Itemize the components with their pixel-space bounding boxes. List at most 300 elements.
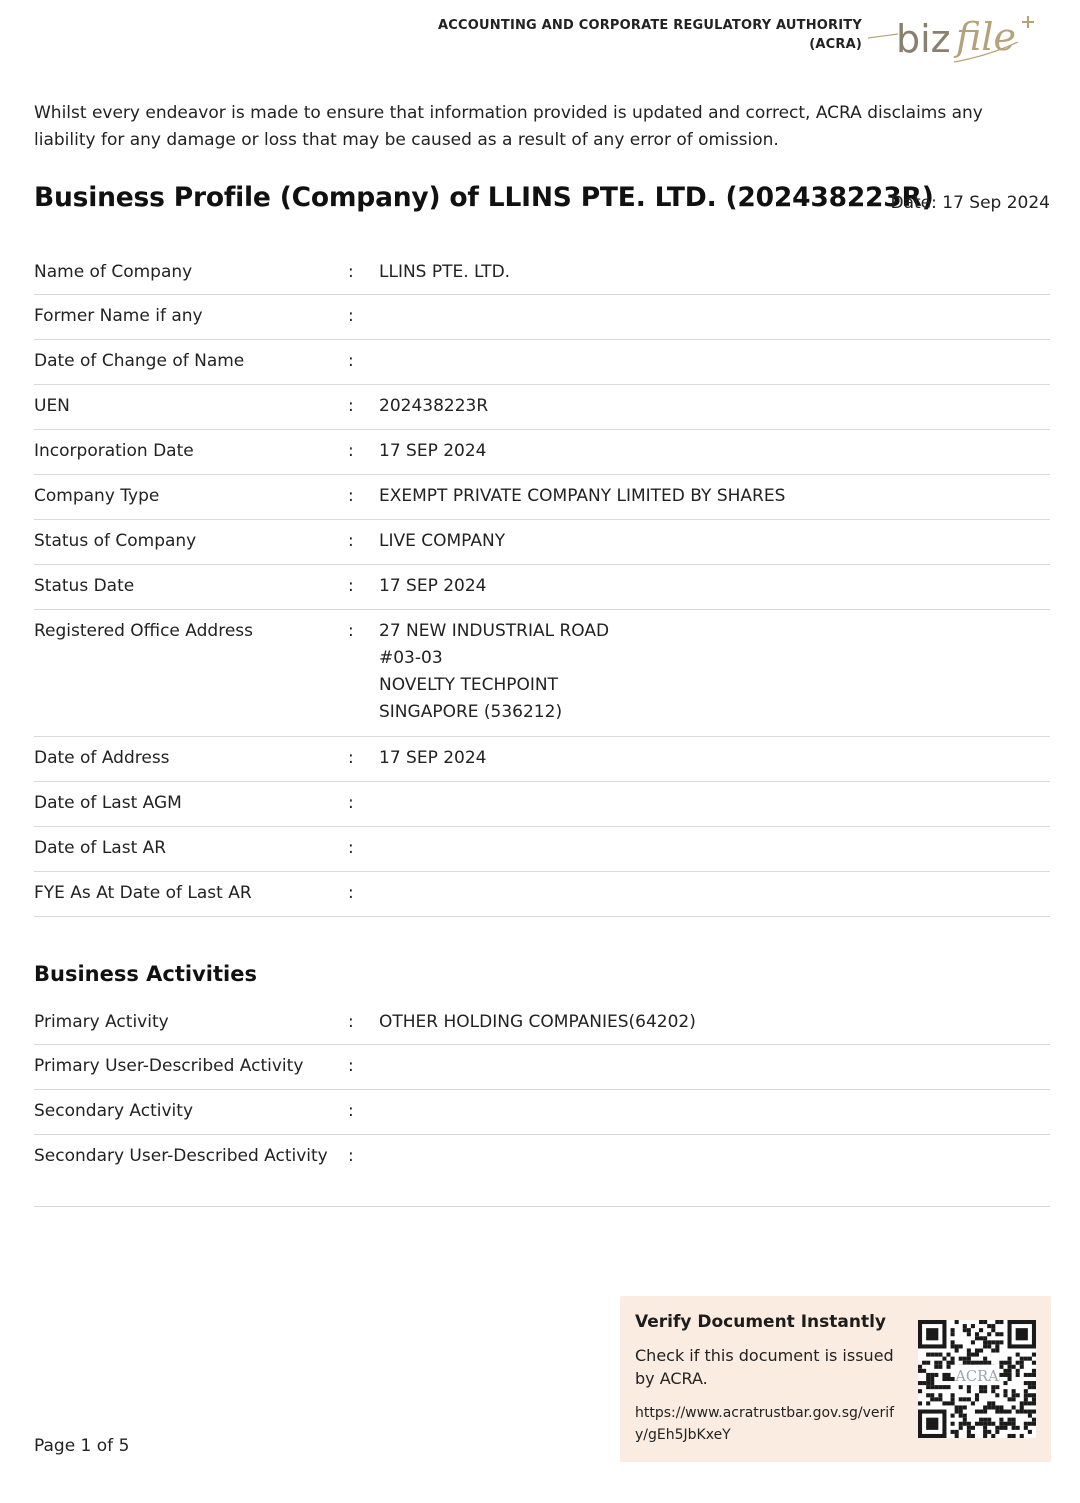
qr-module	[999, 1373, 1003, 1377]
qr-module	[955, 1344, 959, 1348]
activity-colon: :	[348, 1146, 354, 1166]
qr-module	[1003, 1369, 1007, 1373]
profile-colon: :	[348, 576, 354, 596]
qr-module	[951, 1328, 955, 1332]
profile-colon: :	[348, 486, 354, 506]
activity-row	[34, 1001, 1050, 1045]
qr-module	[926, 1401, 930, 1405]
qr-module	[983, 1336, 987, 1340]
activity-row	[34, 1135, 1050, 1207]
qr-module	[1008, 1422, 1012, 1426]
profile-value-line: EXEMPT PRIVATE COMPANY LIMITED BY SHARES	[379, 486, 786, 506]
profile-label: UEN	[34, 396, 70, 416]
qr-module	[995, 1430, 999, 1434]
qr-module	[946, 1377, 950, 1381]
qr-module	[995, 1426, 999, 1430]
qr-module	[951, 1332, 955, 1336]
qr-module	[995, 1385, 999, 1389]
activity-row	[34, 1045, 1050, 1090]
qr-module	[999, 1426, 1003, 1430]
svg-text:biz: biz	[896, 17, 951, 61]
qr-module	[930, 1381, 934, 1385]
qr-module	[1008, 1397, 1012, 1401]
qr-module	[959, 1414, 963, 1418]
qr-module	[1016, 1369, 1020, 1373]
qr-module	[963, 1361, 967, 1365]
qr-module	[967, 1353, 971, 1357]
qr-module	[971, 1426, 975, 1430]
profile-value	[379, 573, 1039, 600]
qr-module	[971, 1324, 975, 1328]
qr-module	[979, 1336, 983, 1340]
qr-module	[1003, 1373, 1007, 1377]
qr-module	[926, 1393, 930, 1397]
qr-module	[1020, 1401, 1024, 1405]
qr-module	[926, 1373, 930, 1377]
qr-module	[1024, 1357, 1028, 1361]
verify-title: Verify Document Instantly	[635, 1312, 887, 1332]
qr-module	[938, 1361, 942, 1365]
qr-module	[967, 1361, 971, 1365]
qr-module	[934, 1397, 938, 1401]
document-header	[0, 12, 1080, 72]
profile-row	[34, 340, 1050, 385]
qr-module	[991, 1385, 995, 1389]
activity-colon: :	[348, 1056, 354, 1076]
qr-module	[951, 1422, 955, 1426]
qr-module	[975, 1410, 979, 1414]
activity-label: Secondary User-Described Activity	[34, 1146, 328, 1166]
qr-module	[930, 1397, 934, 1401]
qr-module	[1012, 1397, 1016, 1401]
qr-module	[1032, 1410, 1036, 1414]
qr-module	[946, 1373, 950, 1377]
qr-module	[967, 1328, 971, 1332]
profile-table	[34, 251, 1050, 917]
profile-row	[34, 430, 1050, 475]
qr-module	[963, 1397, 967, 1401]
qr-module	[951, 1377, 955, 1381]
qr-module	[1008, 1377, 1012, 1381]
qr-module	[999, 1405, 1003, 1409]
qr-module	[979, 1422, 983, 1426]
qr-module	[1020, 1365, 1024, 1369]
qr-module	[951, 1393, 955, 1397]
qr-module	[987, 1340, 991, 1344]
profile-row	[34, 385, 1050, 430]
profile-colon: :	[348, 262, 354, 282]
qr-module	[1024, 1410, 1028, 1414]
profile-value	[379, 745, 1039, 772]
profile-label: Company Type	[34, 486, 160, 506]
bizfile-logo	[868, 12, 1046, 68]
qr-module	[922, 1381, 926, 1385]
qr-module	[1020, 1405, 1024, 1409]
qr-module	[1028, 1393, 1032, 1397]
qr-module	[995, 1393, 999, 1397]
qr-module	[983, 1340, 987, 1344]
qr-module	[1003, 1426, 1007, 1430]
qr-module	[1016, 1426, 1020, 1430]
profile-label: Date of Last AR	[34, 838, 167, 858]
profile-colon: :	[348, 441, 354, 461]
qr-module	[918, 1365, 922, 1369]
qr-module	[987, 1344, 991, 1348]
qr-module	[1020, 1357, 1024, 1361]
qr-module	[1012, 1422, 1016, 1426]
qr-module	[975, 1336, 979, 1340]
qr-module	[942, 1377, 946, 1381]
qr-module	[926, 1377, 930, 1381]
qr-module	[930, 1393, 934, 1397]
qr-module	[951, 1414, 955, 1418]
disclaimer-text: Whilst every endeavor is made to ensure that information provided is updated and correct, ACRA disclaims any liability for any damage or loss that may be caused as a result of any error of omission.	[34, 103, 983, 150]
qr-module	[938, 1365, 942, 1369]
qr-module	[1020, 1361, 1024, 1365]
qr-module	[999, 1340, 1003, 1344]
qr-module	[1024, 1401, 1028, 1405]
qr-module	[1032, 1401, 1036, 1405]
qr-module	[1024, 1397, 1028, 1401]
profile-colon: :	[348, 793, 354, 813]
profile-colon: :	[348, 351, 354, 371]
qr-module	[1012, 1418, 1016, 1422]
qr-module	[1003, 1393, 1007, 1397]
qr-module	[1008, 1361, 1012, 1365]
qr-module	[983, 1410, 987, 1414]
qr-module	[926, 1353, 930, 1357]
profile-label: Date of Address	[34, 748, 170, 768]
qr-module	[995, 1348, 999, 1352]
profile-value-line: LIVE COMPANY	[379, 531, 506, 551]
profile-colon: :	[348, 748, 354, 768]
qr-module	[951, 1361, 955, 1365]
qr-module	[955, 1430, 959, 1434]
qr-module	[1028, 1422, 1032, 1426]
qr-module	[946, 1365, 950, 1369]
qr-module	[1032, 1381, 1036, 1385]
profile-colon: :	[348, 838, 354, 858]
qr-module	[967, 1389, 971, 1393]
qr-module	[1016, 1373, 1020, 1377]
qr-module	[959, 1410, 963, 1414]
qr-module	[983, 1418, 987, 1422]
qr-module	[979, 1328, 983, 1332]
activity-value-line: OTHER HOLDING COMPANIES(64202)	[379, 1012, 696, 1032]
qr-module	[930, 1353, 934, 1357]
qr-module	[991, 1401, 995, 1405]
profile-row	[34, 475, 1050, 520]
qr-module	[987, 1430, 991, 1434]
profile-value	[379, 259, 1039, 286]
qr-code[interactable]	[918, 1320, 1036, 1438]
qr-module	[918, 1401, 922, 1405]
qr-module	[959, 1422, 963, 1426]
qr-module	[975, 1361, 979, 1365]
qr-module	[1024, 1381, 1028, 1385]
qr-module	[926, 1418, 938, 1430]
qr-module	[1016, 1353, 1020, 1357]
qr-module	[1020, 1434, 1024, 1438]
authority-line-2: (ACRA)	[809, 37, 862, 52]
qr-module	[918, 1389, 922, 1393]
authority-name	[438, 16, 862, 54]
qr-module	[1032, 1369, 1036, 1373]
qr-module	[979, 1348, 983, 1352]
qr-module	[1024, 1393, 1028, 1397]
qr-module	[963, 1405, 967, 1409]
activity-label: Primary User-Described Activity	[34, 1056, 304, 1076]
qr-module	[987, 1332, 991, 1336]
verify-box	[620, 1296, 1051, 1462]
qr-module	[987, 1361, 991, 1365]
qr-module	[955, 1405, 959, 1409]
profile-value-line: 17 SEP 2024	[379, 441, 487, 461]
qr-module	[1032, 1397, 1036, 1401]
profile-value	[379, 393, 1039, 420]
page-title: Business Profile (Company) of LLINS PTE. LTD. (202438223R)	[34, 182, 934, 213]
profile-value	[379, 618, 1039, 726]
qr-module	[942, 1373, 946, 1377]
qr-module	[991, 1422, 995, 1426]
profile-colon: :	[348, 883, 354, 903]
qr-module	[995, 1332, 999, 1336]
qr-module	[983, 1361, 987, 1365]
activity-label: Secondary Activity	[34, 1101, 194, 1121]
profile-value	[379, 483, 1039, 510]
qr-module	[983, 1434, 987, 1438]
qr-module	[926, 1381, 930, 1385]
profile-label: Former Name if any	[34, 306, 203, 326]
profile-label: Date of Change of Name	[34, 351, 245, 371]
qr-module	[955, 1320, 959, 1324]
qr-acra-badge: ACRA	[955, 1368, 999, 1386]
qr-module	[938, 1385, 942, 1389]
profile-row	[34, 737, 1050, 782]
activity-colon: :	[348, 1101, 354, 1121]
qr-module	[938, 1393, 942, 1397]
qr-module	[1032, 1373, 1036, 1377]
qr-module	[1008, 1373, 1012, 1377]
qr-module	[971, 1361, 975, 1365]
profile-label: Date of Last AGM	[34, 793, 182, 813]
qr-module	[938, 1397, 942, 1401]
profile-value-line: 202438223R	[379, 396, 489, 416]
qr-module	[999, 1365, 1003, 1369]
qr-module	[999, 1410, 1003, 1414]
profile-colon: :	[348, 306, 354, 326]
qr-module	[1016, 1410, 1020, 1414]
qr-module	[1032, 1353, 1036, 1357]
qr-module	[1012, 1426, 1016, 1430]
qr-module	[1024, 1422, 1028, 1426]
activities-table	[34, 1001, 1050, 1207]
qr-module	[951, 1397, 955, 1401]
qr-module	[971, 1340, 975, 1344]
qr-module	[999, 1361, 1003, 1365]
qr-module	[983, 1422, 987, 1426]
qr-module	[967, 1332, 971, 1336]
qr-module	[942, 1357, 946, 1361]
qr-module	[934, 1361, 938, 1365]
qr-module	[999, 1418, 1003, 1422]
qr-module	[1012, 1393, 1016, 1397]
qr-module	[975, 1332, 979, 1336]
activity-label: Primary Activity	[34, 1012, 169, 1032]
qr-module	[995, 1405, 999, 1409]
qr-module	[955, 1348, 959, 1352]
qr-module	[983, 1405, 987, 1409]
qr-module	[918, 1381, 922, 1385]
qr-module	[987, 1401, 991, 1405]
qr-module	[987, 1418, 991, 1422]
profile-colon: :	[348, 531, 354, 551]
profile-value-line: 27 NEW INDUSTRIAL ROAD	[379, 621, 610, 641]
profile-row	[34, 565, 1050, 610]
qr-module	[1028, 1381, 1032, 1385]
qr-module	[987, 1405, 991, 1409]
qr-module	[942, 1401, 946, 1405]
qr-module	[951, 1357, 955, 1361]
qr-module	[926, 1385, 930, 1389]
qr-module	[967, 1430, 971, 1434]
svg-text:file: file	[956, 15, 1016, 59]
qr-module	[1028, 1401, 1032, 1405]
qr-module	[979, 1385, 983, 1389]
qr-module	[979, 1361, 983, 1365]
qr-module	[1028, 1385, 1032, 1389]
qr-module	[951, 1430, 955, 1434]
qr-module	[1003, 1389, 1007, 1393]
qr-module	[963, 1418, 967, 1422]
qr-module	[1028, 1373, 1032, 1377]
qr-module	[1008, 1369, 1012, 1373]
qr-module	[987, 1422, 991, 1426]
qr-module	[1008, 1357, 1012, 1361]
qr-module	[995, 1410, 999, 1414]
qr-module	[934, 1385, 938, 1389]
qr-module	[979, 1389, 983, 1393]
qr-module	[983, 1426, 987, 1430]
profile-row	[34, 295, 1050, 340]
qr-module	[999, 1422, 1003, 1426]
qr-module	[991, 1434, 995, 1438]
qr-module	[1003, 1361, 1007, 1365]
qr-module	[1008, 1410, 1012, 1414]
qr-module	[959, 1426, 963, 1430]
profile-value-line: SINGAPORE (536212)	[379, 702, 563, 722]
qr-module	[983, 1430, 987, 1434]
profile-value-line: #03-03	[379, 648, 443, 668]
qr-module	[971, 1434, 975, 1438]
profile-value	[379, 438, 1039, 465]
qr-module	[934, 1373, 938, 1377]
qr-module	[983, 1344, 987, 1348]
qr-module	[963, 1422, 967, 1426]
qr-module	[946, 1353, 950, 1357]
qr-module	[946, 1401, 950, 1405]
activity-row	[34, 1090, 1050, 1135]
qr-module	[1020, 1410, 1024, 1414]
profile-value-line: 17 SEP 2024	[379, 576, 487, 596]
qr-module	[995, 1344, 999, 1348]
qr-module	[1003, 1381, 1007, 1385]
qr-module	[983, 1389, 987, 1393]
qr-module	[979, 1410, 983, 1414]
qr-module	[963, 1328, 967, 1332]
qr-module	[922, 1361, 926, 1365]
qr-module	[963, 1324, 967, 1328]
qr-module	[991, 1328, 995, 1332]
profile-label: Registered Office Address	[34, 621, 253, 641]
profile-row	[34, 827, 1050, 872]
activity-colon: :	[348, 1012, 354, 1032]
qr-module	[991, 1405, 995, 1409]
qr-module	[1012, 1405, 1016, 1409]
qr-module	[959, 1385, 963, 1389]
qr-module	[1003, 1410, 1007, 1414]
qr-module	[1032, 1422, 1036, 1426]
qr-module	[991, 1324, 995, 1328]
qr-module	[1016, 1361, 1020, 1365]
qr-module	[1024, 1373, 1028, 1377]
qr-module	[975, 1422, 979, 1426]
qr-module	[991, 1389, 995, 1393]
profile-row	[34, 872, 1050, 917]
profile-row	[34, 251, 1050, 295]
qr-module	[983, 1385, 987, 1389]
qr-module	[942, 1385, 946, 1389]
qr-module	[1008, 1434, 1012, 1438]
qr-module	[1012, 1389, 1016, 1393]
qr-module	[999, 1320, 1003, 1324]
qr-module	[967, 1357, 971, 1361]
qr-module	[975, 1393, 979, 1397]
qr-module	[1024, 1389, 1028, 1393]
qr-module	[1028, 1414, 1032, 1418]
qr-module	[999, 1332, 1003, 1336]
qr-module	[951, 1401, 955, 1405]
profile-value-line: 17 SEP 2024	[379, 748, 487, 768]
profile-colon: :	[348, 396, 354, 416]
profile-label: Status of Company	[34, 531, 197, 551]
qr-module	[967, 1422, 971, 1426]
qr-module	[1016, 1328, 1028, 1340]
business-activities-heading: Business Activities	[34, 962, 257, 986]
qr-module	[1008, 1365, 1012, 1369]
page-number: Page 1 of 5	[34, 1436, 130, 1456]
qr-module	[967, 1385, 971, 1389]
qr-module	[979, 1418, 983, 1422]
qr-module	[955, 1410, 959, 1414]
document-date: Date: 17 Sep 2024	[890, 193, 1050, 213]
qr-module	[1032, 1393, 1036, 1397]
title-row	[34, 182, 1050, 226]
qr-module	[1003, 1422, 1007, 1426]
qr-module	[951, 1344, 955, 1348]
qr-module	[959, 1397, 963, 1401]
qr-module	[967, 1434, 971, 1438]
profile-row	[34, 782, 1050, 827]
verify-url[interactable]: https://www.acratrustbar.gov.sg/verify/gEh5JbKxeY	[635, 1405, 895, 1443]
qr-module	[946, 1385, 950, 1389]
qr-module	[979, 1320, 983, 1324]
qr-module	[930, 1377, 934, 1381]
qr-module	[946, 1361, 950, 1365]
qr-module	[918, 1369, 922, 1373]
qr-module	[1012, 1434, 1016, 1438]
qr-module	[926, 1328, 938, 1340]
